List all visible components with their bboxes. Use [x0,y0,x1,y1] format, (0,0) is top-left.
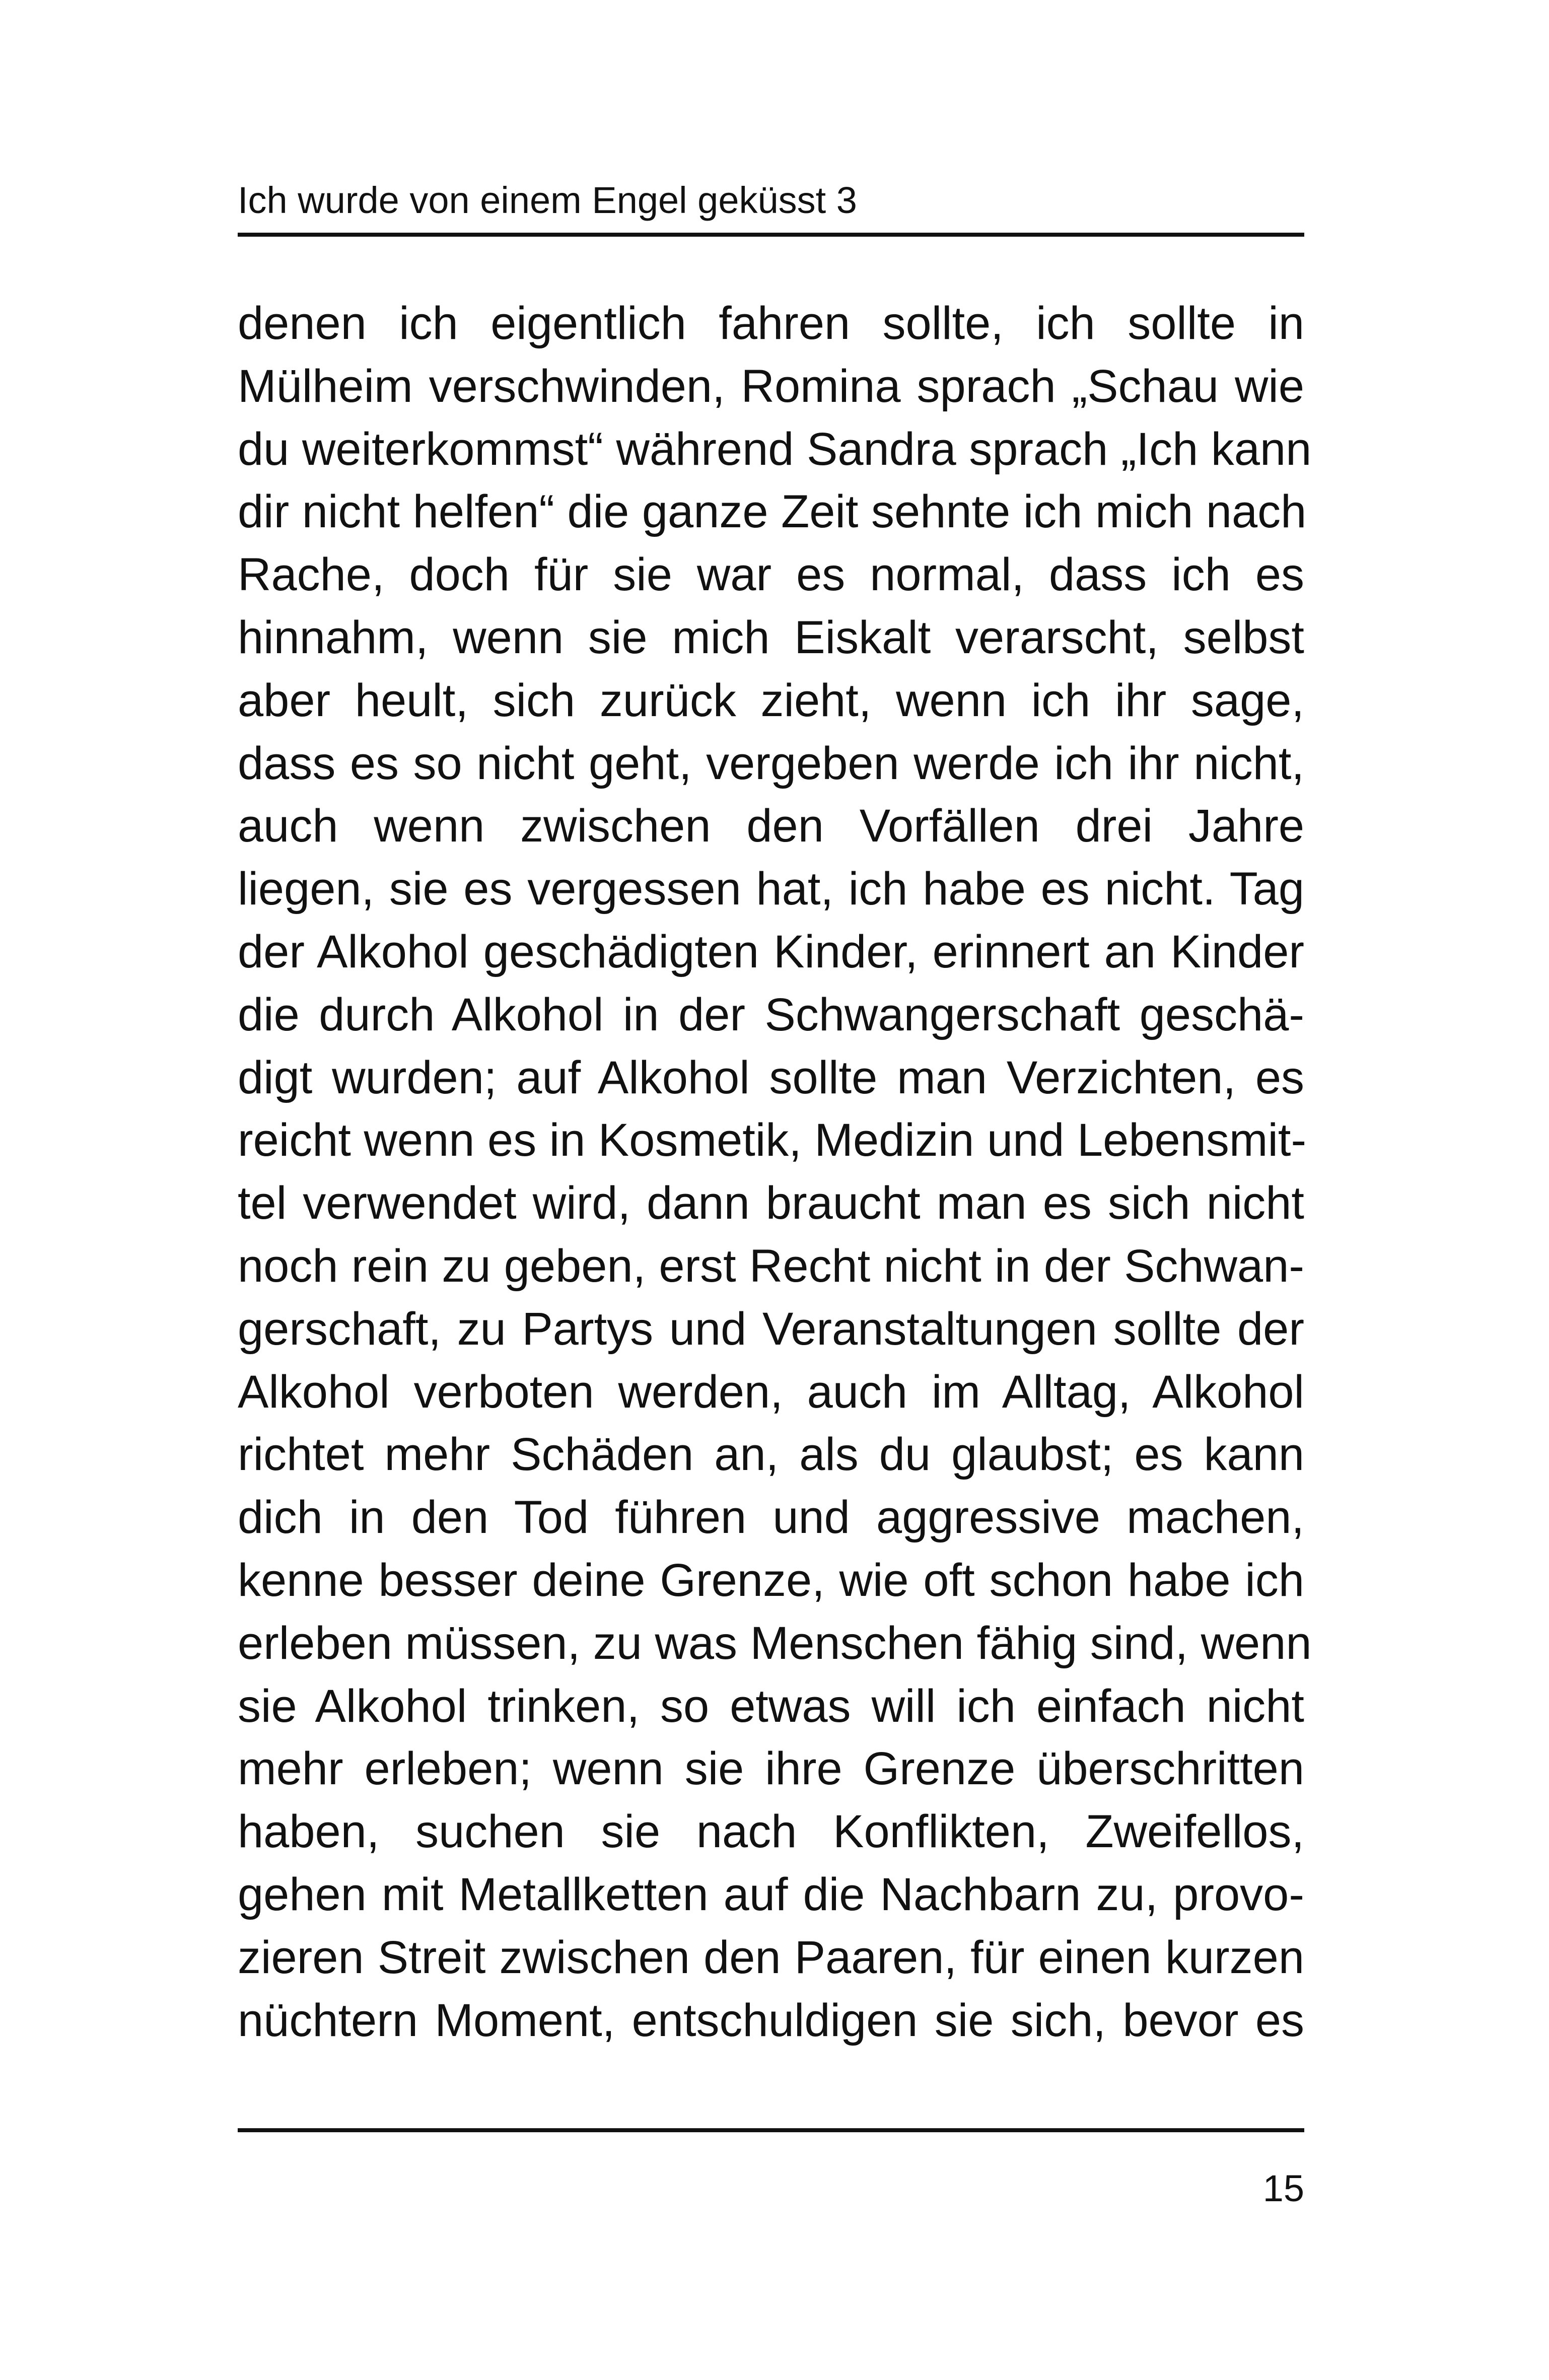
text-line: Mülheim verschwinden, Romina sprach „Schau wie [238,360,1304,412]
page-number: 15 [1262,2167,1304,2209]
text-line: sie Alkohol trinken, so etwas will ich einfach nicht [238,1680,1304,1732]
text-line: Rache, doch für sie war es normal, dass ich es [238,549,1304,601]
text-line: auch wenn zwischen den Vorfällen drei Jahre [238,800,1304,852]
text-line: kenne besser deine Grenze, wie oft schon habe ich [238,1554,1304,1606]
text-line: dass es so nicht geht, vergeben werde ich ihr nicht, [238,737,1304,789]
text-line: gerschaft, zu Partys und Veranstaltungen sollte der [238,1303,1304,1355]
text-line: digt wurden; auf Alkohol sollte man Verzichten, es [238,1052,1304,1103]
text-line: haben, suchen sie nach Konflikten, Zweifellos, [238,1806,1304,1858]
running-header: Ich wurde von einem Engel geküsst 3 [238,179,857,221]
text-line: Alkohol verboten werden, auch im Alltag, Alkohol [238,1366,1304,1418]
text-line: zieren Streit zwischen den Paaren, für einen kurzen [238,1931,1304,1983]
text-line: reicht wenn es in Kosmetik, Medizin und Lebensmit- [238,1114,1307,1166]
text-line: tel verwendet wird, dann braucht man es sich nicht [238,1177,1304,1229]
text-line: mehr erleben; wenn sie ihre Grenze überschritten [238,1743,1304,1795]
footer-rule [238,2128,1304,2132]
text-line: erleben müssen, zu was Menschen fähig sind, wenn [238,1617,1312,1669]
text-line: richtet mehr Schäden an, als du glaubst; es kann [238,1429,1304,1481]
text-line: dich in den Tod führen und aggressive machen, [238,1492,1304,1544]
body-text [238,292,1312,2052]
text-line: hinnahm, wenn sie mich Eiskalt verarscht, selbst [238,611,1304,663]
text-line: liegen, sie es vergessen hat, ich habe es nicht. Tag [238,863,1304,915]
text-line: die durch Alkohol in der Schwangerschaft geschä- [238,989,1304,1040]
text-line: dir nicht helfen“ die ganze Zeit sehnte ich mich nach [238,486,1307,538]
text-line: du weiterkommst“ während Sandra sprach „Ich kann [238,423,1312,475]
text-line: noch rein zu geben, erst Recht nicht in der Schwan- [238,1240,1304,1292]
text-line: der Alkohol geschädigten Kinder, erinnert an Kinder [238,926,1304,977]
header-rule [238,233,1304,237]
text-line: nüchtern Moment, entschuldigen sie sich, bevor es [238,1994,1304,2046]
text-line: aber heult, sich zurück zieht, wenn ich ihr sage, [238,674,1304,726]
text-line: gehen mit Metallketten auf die Nachbarn zu, provo- [238,1868,1304,1920]
text-line: denen ich eigentlich fahren sollte, ich sollte in [238,298,1304,349]
